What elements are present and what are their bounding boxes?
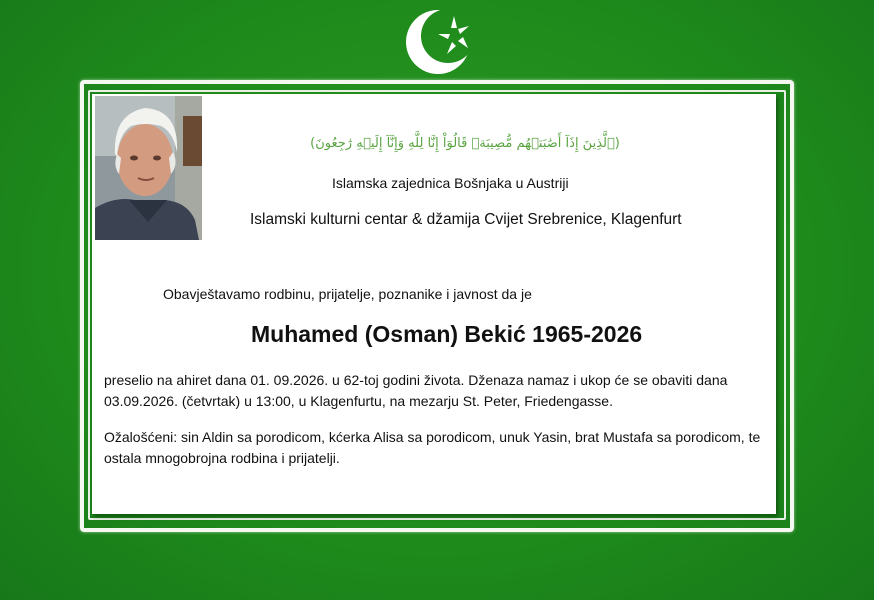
intro-text: Obavještavamo rodbinu, prijatelje, poznanike i javnost da je	[163, 286, 532, 302]
funeral-details: preselio na ahiret dana 01. 09.2026. u 62-toj godini života. Dženaza namaz i ukop će se obaviti dana 03.09.2026. (četvrtak) u 13:00, u Klagenfurtu, na mezarju St. Peter, Friedengasse.	[104, 372, 728, 409]
quran-verse: (ٱلَّذِينَ إِذَآ أَصَٰبَتۡهُم مُّصِيبَةٞ قَالُوٓاْ إِنَّا لِلَّهِ وَإِنَّآ إِلَيۡهِ رَٰجِعُونَ)	[310, 136, 620, 151]
center-name: Islamski kulturni centar & džamija Cvijet Srebrenice, Klagenfurt	[250, 211, 682, 228]
organization-name: Islamska zajednica Bošnjaka u Austriji	[332, 175, 569, 191]
crescent-star-icon	[402, 4, 478, 80]
portrait-photo	[95, 96, 202, 240]
deceased-name: Muhamed (Osman) Bekić 1965-2026	[251, 321, 643, 347]
mourners-text: Ožalošćeni: sin Aldin sa porodicom, kćerka Alisa sa porodicom, unuk Yasin, brat Mustafa sa porodicom, te ostala mnogobrojna rodbina i prijatelji.	[104, 429, 761, 466]
